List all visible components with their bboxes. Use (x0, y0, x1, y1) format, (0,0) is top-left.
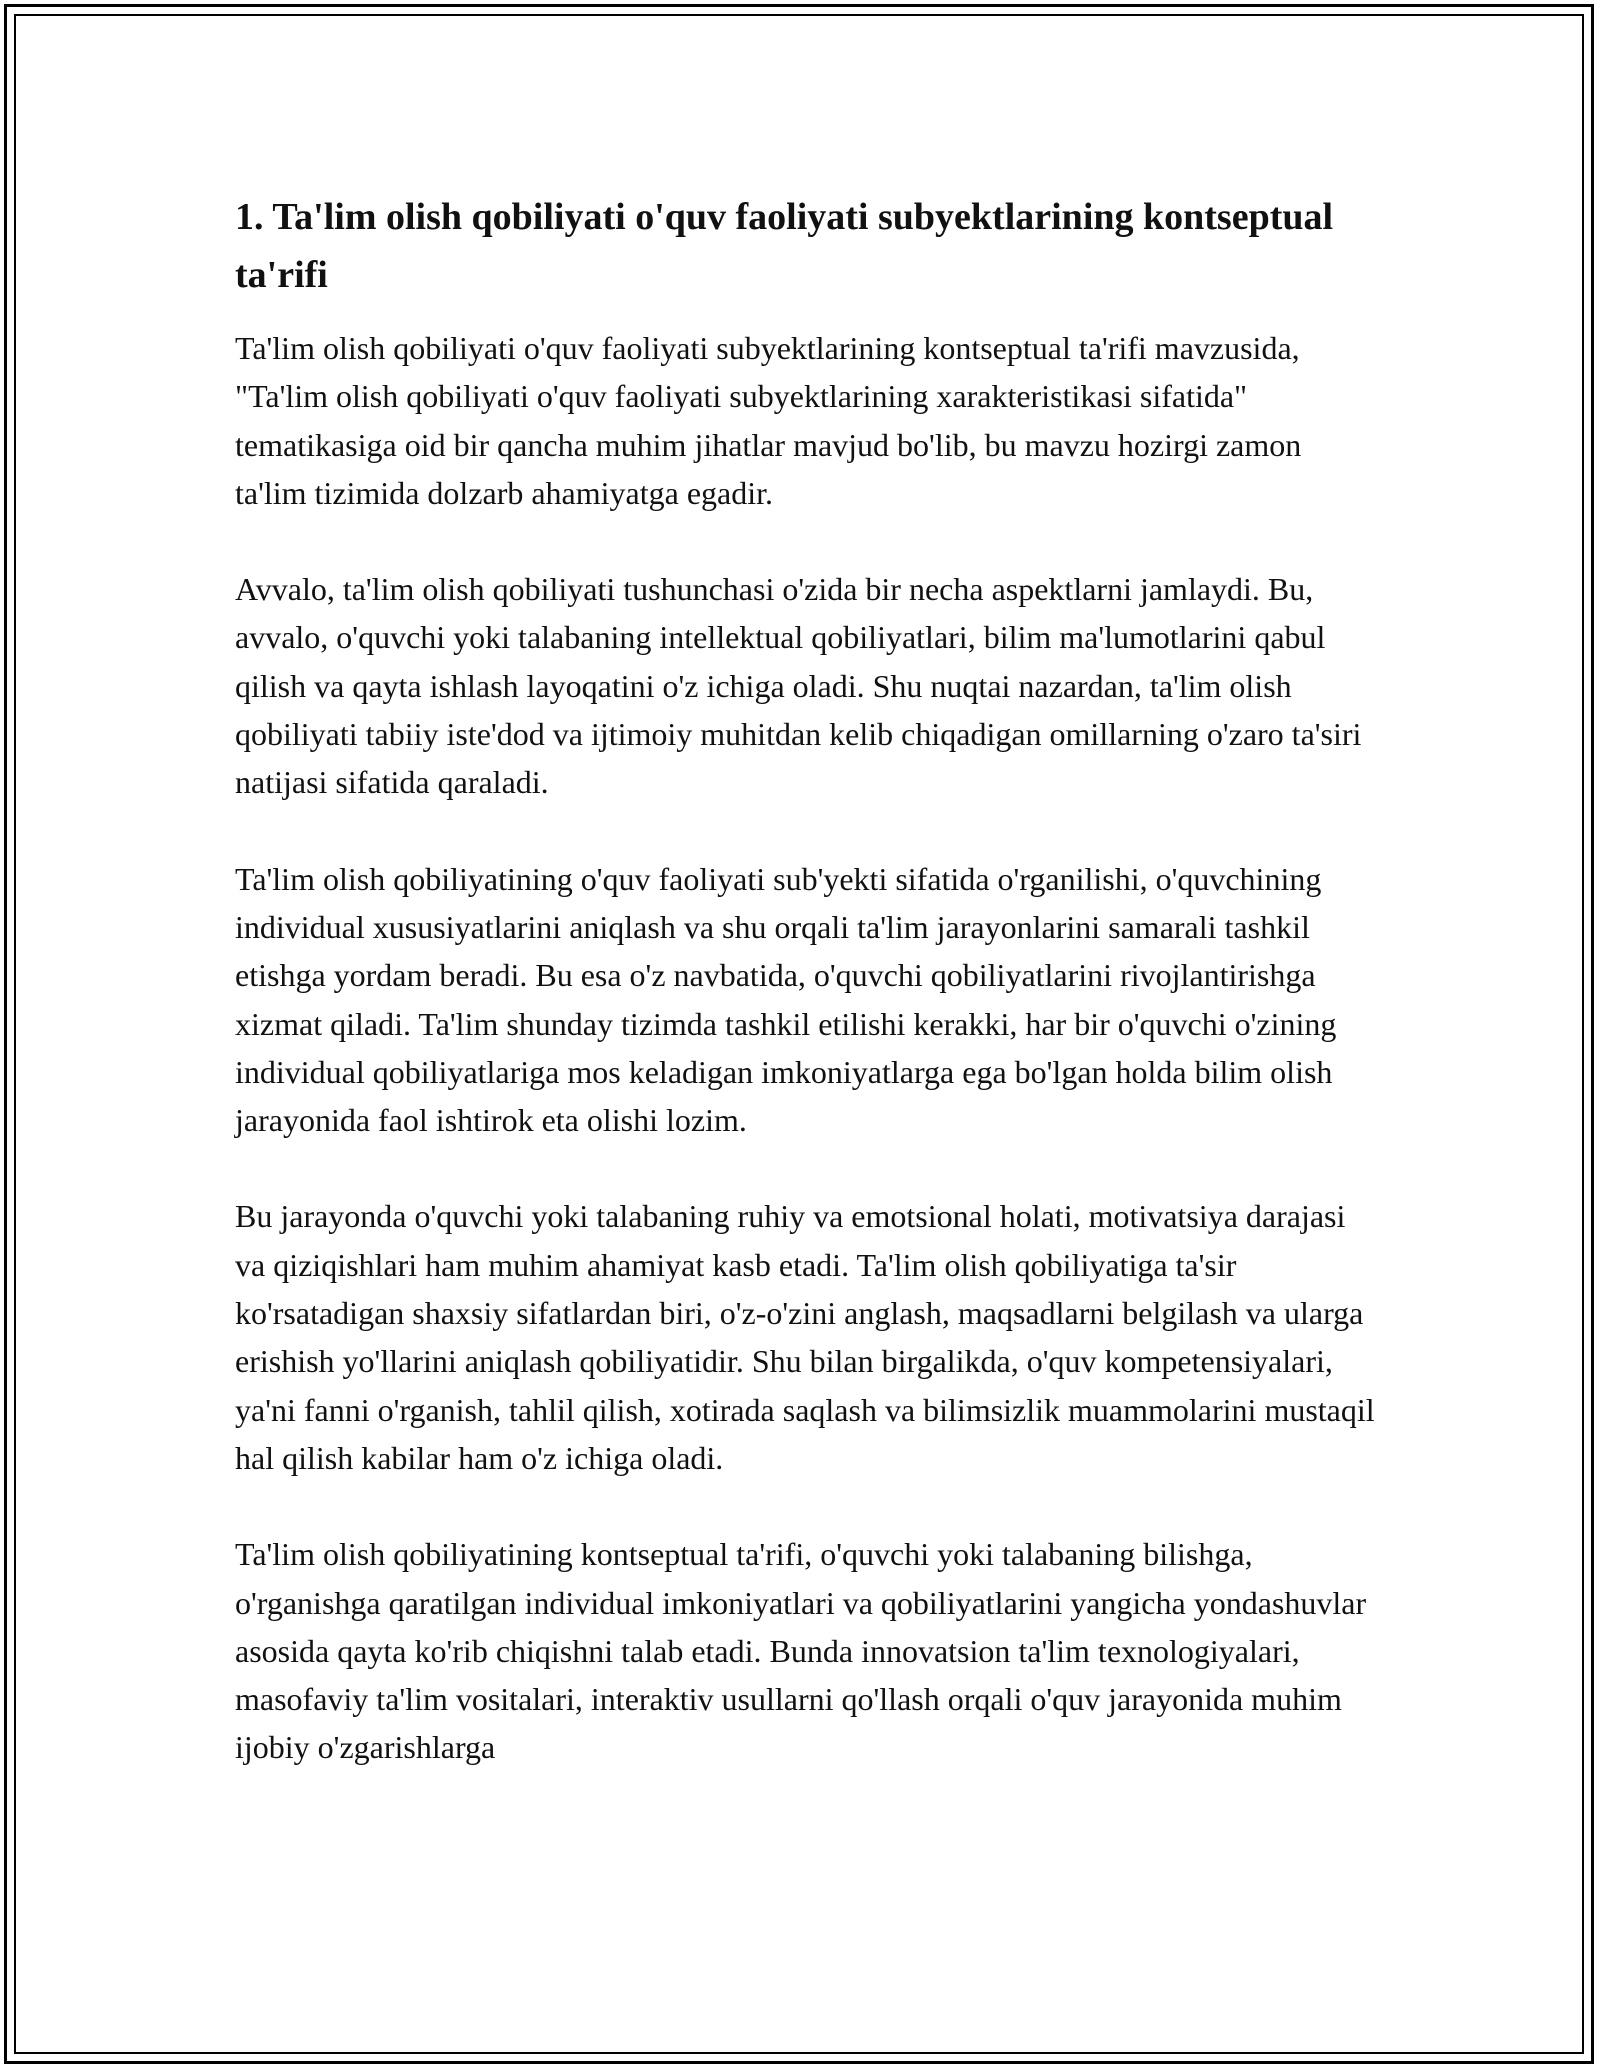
section-heading: 1. Ta'lim olish qobiliyati o'quv faoliyati subyektlarining kontseptual ta'rifi (235, 196, 1334, 296)
paragraph-individual-traits: Ta'lim olish qobiliyatining o'quv faoliyati sub'yekti sifatida o'rganilishi, o'quvchining individual xususiyatlarini aniqlash va shu orqali ta'lim jarayonlarini samarali tashkil etishga yordam beradi. Bu esa o'z navbatida, o'quvchi qobiliyatlarini rivojlantirishga xizmat qiladi. Ta'lim shunday tizimda tashkil etilishi kerakki, har bir o'quvchi o'zining individual qobiliyatlariga mos keladigan imkoniyatlarga ega bo'lgan holda bilim olish jarayonida faol ishtirok eta olishi lozim. (235, 860, 1337, 1139)
paragraph-intro: Ta'lim olish qobiliyati o'quv faoliyati subyektlarining kontseptual ta'rifi mavzusida, "Ta'lim olish qobiliyati o'quv faoliyati subyektlarining xarakteristikasi sifatida" tematikasiga oid bir qancha muhim jihatlar mavjud bo'lib, bu mavzu hozirgi zamon ta'lim tizimida dolzarb ahamiyatga egadir. (235, 330, 1302, 511)
paragraph-concept: Avvalo, ta'lim olish qobiliyati tushunchasi o'zida bir necha aspektlarni jamlaydi. Bu, avvalo, o'quvchi yoki talabaning intellektual qobiliyatlari, bilim ma'lumotlarini qabul qilish va qayta ishlash layoqatini o'z ichiga oladi. Shu nuqtai nazardan, ta'lim olish qobiliyati tabiiy iste'dod va ijtimoiy muhitdan kelib chiqadigan omillarning o'zaro ta'siri natijasi sifatida qaraladi. (235, 571, 1362, 801)
paragraph-definition: Ta'lim olish qobiliyatining kontseptual ta'rifi, o'quvchi yoki talabaning bilishga, o'rganishga qaratilgan individual imkoniyatlari va qobiliyatlarini yangicha yondashuvlar asosida qayta ko'rib chiqishni talab etadi. Bunda innovatsion ta'lim texnologiyalari, masofaviy ta'lim vositalari, interaktiv usullarni qo'llash orqali o'quv jarayonida muhim ijobiy o'zgarishlarga (235, 1536, 1367, 1766)
paragraph-motivation: Bu jarayonda o'quvchi yoki talabaning ruhiy va emotsional holati, motivatsiya darajasi va qiziqishlari ham muhim ahamiyat kasb etadi. Ta'lim olish qobiliyatiga ta'sir ko'rsatadigan shaxsiy sifatlardan biri, o'z-o'zini anglash, maqsadlarni belgilash va ularga erishish yo'llarini aniqlash qobiliyatidir. Shu bilan birgalikda, o'quv kompetensiyalari, ya'ni fanni o'rganish, tahlil qilish, xotirada saqlash va bilimsizlik muammolarini mustaqil hal qilish kabilar ham o'z ichiga oladi. (235, 1198, 1375, 1476)
document-body (235, 188, 1380, 1820)
